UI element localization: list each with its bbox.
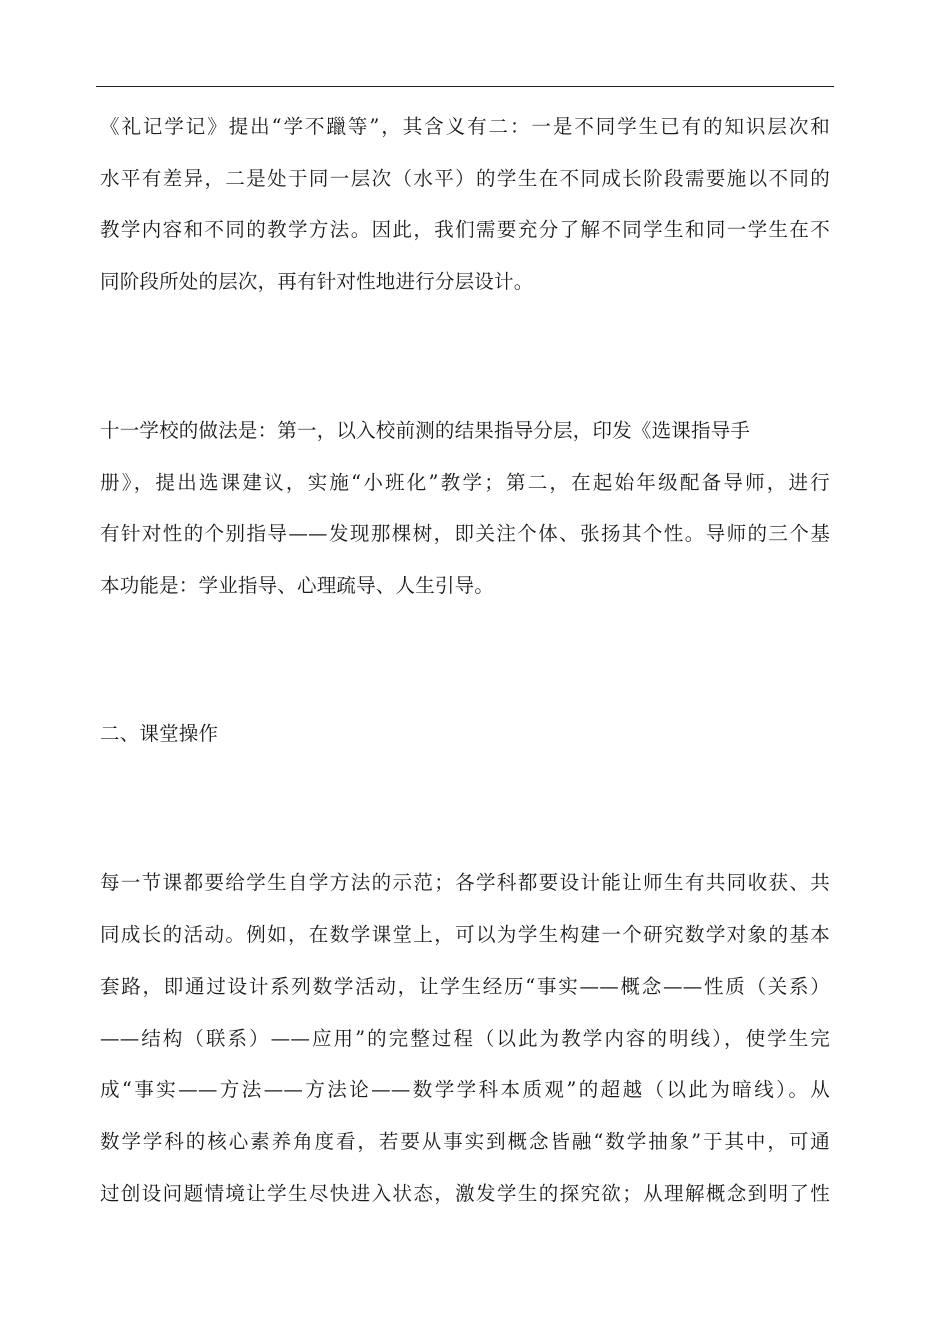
- paragraph-line: 过创设问题情境让学生尽快进入状态，激发学生的探究欲；从理解概念到明了性: [100, 1182, 830, 1205]
- paragraph-line: 《礼记学记》提出“学不躐等”，其含义有二：一是不同学生已有的知识层次和: [100, 115, 830, 138]
- paragraph-line: 数学学科的核心素养角度看，若要从事实到概念皆融“数学抽象”于其中，可通: [100, 1130, 830, 1153]
- paragraph-line: 每一节课都要给学生自学方法的示范；各学科都要设计能让师生有共同收获、共: [100, 871, 830, 894]
- paragraph-line: 十一学校的做法是：第一，以入校前测的结果指导分层，印发《选课指导手: [100, 419, 751, 442]
- paragraph-line: 同成长的活动。例如，在数学课堂上，可以为学生构建一个研究数学对象的基本: [100, 923, 830, 946]
- paragraph-line: 套路，即通过设计系列数学活动，让学生经历“事实——概念——性质（关系）: [100, 975, 830, 998]
- paragraph-line: 本功能是：学业指导、心理疏导、人生引导。: [100, 574, 495, 597]
- paragraph-line: 成“事实——方法——方法论——数学学科本质观”的超越（以此为暗线）。从: [100, 1078, 830, 1101]
- paragraph-line: 教学内容和不同的教学方法。因此，我们需要充分了解不同学生和同一学生在不: [100, 218, 830, 241]
- section-heading: 二、课堂操作: [100, 722, 219, 745]
- paragraph-line: 有针对性的个别指导——发现那棵树，即关注个体、张扬其个性。导师的三个基: [100, 522, 830, 545]
- paragraph-line: 水平有差异，二是处于同一层次（水平）的学生在不同成长阶段需要施以不同的: [100, 167, 830, 190]
- paragraph-line: ——结构（联系）——应用”的完整过程（以此为教学内容的明线），使学生完: [100, 1027, 830, 1050]
- paragraph-line: 同阶段所处的层次，再有针对性地进行分层设计。: [100, 270, 534, 293]
- paragraph-line: 册》，提出选课建议，实施“小班化”教学；第二，在起始年级配备导师，进行: [100, 471, 830, 494]
- header-rule: [96, 86, 834, 87]
